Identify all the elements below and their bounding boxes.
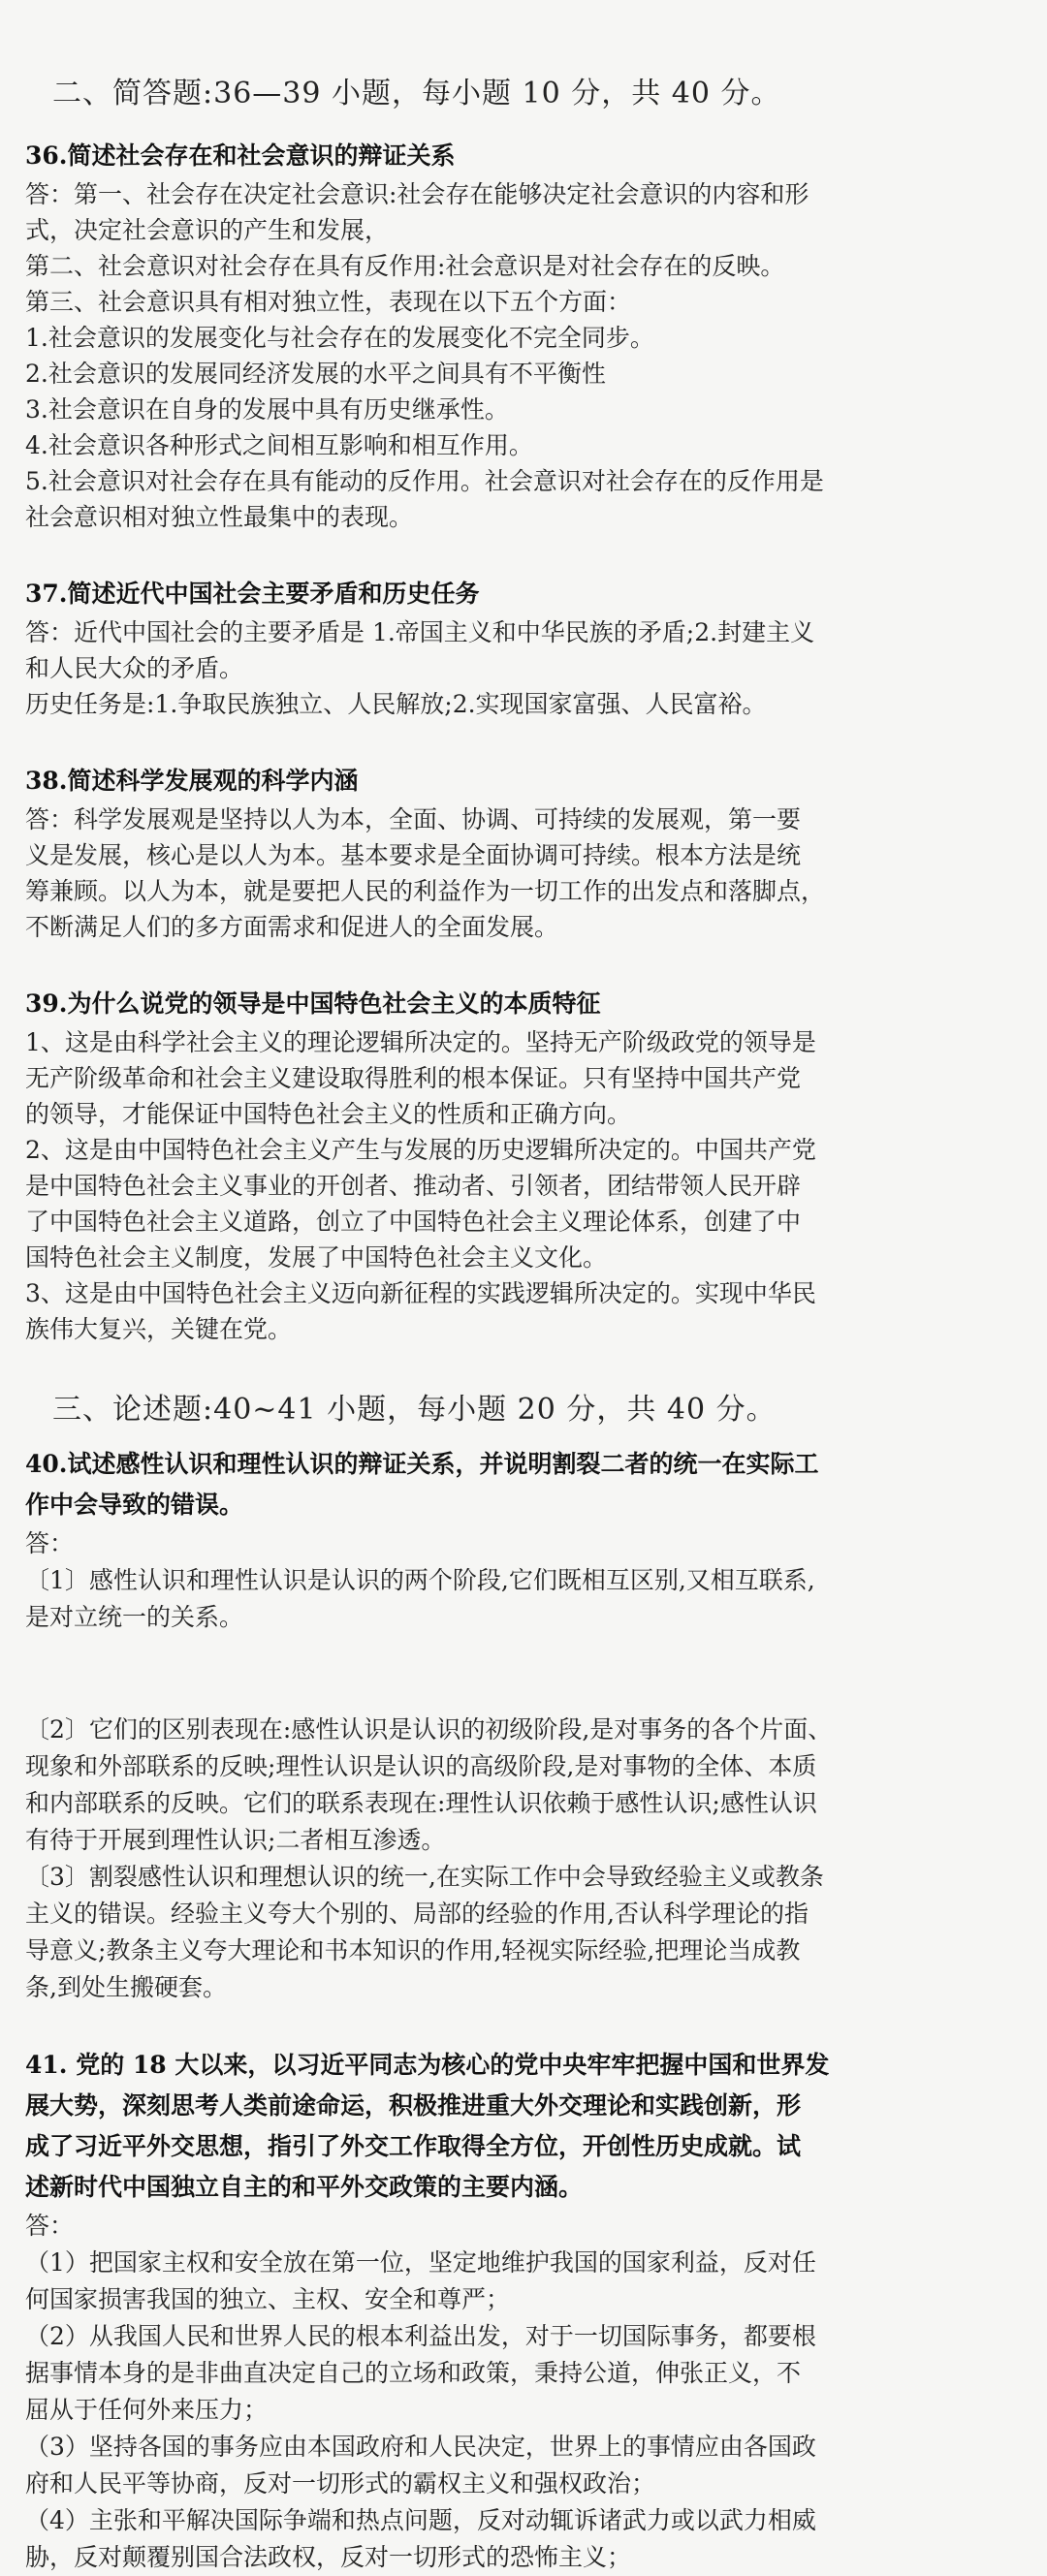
answer-line: 不断满足人们的多方面需求和促进人的全面发展。 — [25, 913, 559, 941]
answer-line: 族伟大复兴，关键在党。 — [25, 1315, 293, 1343]
answer-line: 主义的错误。经验主义夸大个别的、局部的经验的作用,否认科学理论的指 — [25, 1900, 809, 1928]
answer-line: （1）把国家主权和安全放在第一位，坚定地维护我国的国家利益，反对任 — [25, 2248, 816, 2277]
answer-line: 答：科学发展观是坚持以人为本，全面、协调、可持续的发展观，第一要 — [25, 805, 802, 833]
answer-line: 3、这是由中国特色社会主义迈向新征程的实践逻辑所决定的。实现中华民 — [25, 1279, 816, 1307]
answer-line: 胁，反对颠覆别国合法政权，反对一切形式的恐怖主义； — [25, 2543, 632, 2571]
question-40-title: 40.试述感性认识和理性认识的辩证关系，并说明割裂二者的统一在实际工 — [25, 1450, 819, 1478]
answer-line: 答：近代中国社会的主要矛盾是 1.帝国主义和中华民族的矛盾;2.封建主义 — [25, 618, 815, 646]
answer-line: 和人民大众的矛盾。 — [25, 654, 244, 682]
answer-line: 导意义;教条主义夸大理论和书本知识的作用,轻视实际经验,把理论当成教 — [25, 1936, 801, 1964]
question-38-title: 38.简述科学发展观的科学内涵 — [25, 767, 359, 795]
answer-line: （3）坚持各国的事务应由本国政府和人民决定，世界上的事情应由各国政 — [25, 2433, 816, 2461]
answer-line: 答：第一、社会存在决定社会意识:社会存在能够决定社会意识的内容和形 — [25, 180, 809, 208]
question-39 — [25, 984, 1022, 1347]
answer-line: 是中国特色社会主义事业的开创者、推动者、引领者，团结带领人民开辟 — [25, 1172, 802, 1200]
question-41-title: 展大势，深刻思考人类前途命运，积极推进重大外交理论和实践创新，形 — [25, 2091, 802, 2120]
answer-line: 第三、社会意识具有相对独立性，表现在以下五个方面： — [25, 288, 632, 316]
question-41-title: 41. 党的 18 大以来，以习近平同志为核心的党中央牢牢把握中国和世界发 — [25, 2051, 830, 2079]
answer-line: 国特色社会主义制度，发展了中国特色社会主义文化。 — [25, 1243, 608, 1272]
answer-line: 屈从于任何外来压力； — [25, 2396, 269, 2424]
answer-line: 无产阶级革命和社会主义建设取得胜利的根本保证。只有坚持中国共产党 — [25, 1064, 802, 1092]
answer-line: 3.社会意识在自身的发展中具有历史继承性。 — [25, 395, 509, 424]
question-41-title: 述新时代中国独立自主的和平外交政策的主要内涵。 — [25, 2173, 584, 2201]
question-41 — [25, 2045, 1022, 2576]
answer-line: 是对立统一的关系。 — [25, 1603, 244, 1631]
answer-line: 条,到处生搬硬套。 — [25, 1973, 227, 2001]
answer-line: 社会意识相对独立性最集中的表现。 — [25, 503, 414, 531]
question-39-title: 39.为什么说党的领导是中国特色社会主义的本质特征 — [25, 990, 601, 1018]
answer-line: 式，决定社会意识的产生和发展， — [25, 216, 390, 244]
answer-line: 义是发展，核心是以人为本。基本要求是全面协调可持续。根本方法是统 — [25, 841, 802, 869]
answer-line: 5.社会意识对社会存在具有能动的反作用。社会意识对社会存在的反作用是 — [25, 467, 824, 495]
question-38 — [25, 761, 1022, 945]
answer-line: 府和人民平等协商，反对一切形式的霸权主义和强权政治； — [25, 2469, 656, 2497]
answer-line: 历史任务是:1.争取民族独立、人民解放;2.实现国家富强、人民富裕。 — [25, 690, 767, 718]
question-37 — [25, 574, 1022, 722]
answer-line: 现象和外部联系的反映;理性认识是认识的高级阶段,是对事物的全体、本质 — [25, 1752, 817, 1780]
question-41-title: 成了习近平外交思想，指引了外交工作取得全方位，开创性历史成就。试 — [25, 2132, 802, 2160]
answer-line: 4.社会意识各种形式之间相互影响和相互作用。 — [25, 431, 533, 459]
answer-label: 答： — [25, 2212, 75, 2240]
answer-line: 〔1〕感性认识和理性认识是认识的两个阶段,它们既相互区别,又相互联系, — [25, 1566, 815, 1594]
question-36 — [25, 136, 1022, 535]
answer-line: 和内部联系的反映。它们的联系表现在:理性认识依赖于感性认识;感性认识 — [25, 1789, 817, 1817]
answer-line: 〔3〕割裂感性认识和理想认识的统一,在实际工作中会导致经验主义或教条 — [25, 1863, 824, 1891]
answer-line: 何国家损害我国的独立、主权、安全和尊严； — [25, 2285, 511, 2313]
answer-line: 筹兼顾。以人为本，就是要把人民的利益作为一切工作的出发点和落脚点， — [25, 877, 826, 905]
question-36-title: 36.简述社会存在和社会意识的辩证关系 — [25, 141, 456, 170]
question-40-title: 作中会导致的错误。 — [25, 1491, 244, 1519]
answer-line: （4）主张和平解决国际争端和热点问题，反对动辄诉诸武力或以武力相威 — [25, 2506, 816, 2534]
answer-line: 了中国特色社会主义道路，创立了中国特色社会主义理论体系，创建了中 — [25, 1208, 802, 1236]
answer-label: 答： — [25, 1529, 75, 1557]
answer-line: 有待于开展到理性认识;二者相互渗透。 — [25, 1826, 446, 1854]
question-40 — [25, 1444, 1022, 2006]
answer-line: （2）从我国人民和世界人民的根本利益出发，对于一切国际事务，都要根 — [25, 2322, 816, 2350]
section-3-title: 三、论述题:40~41 小题，每小题 20 分，共 40 分。 — [52, 1393, 777, 1427]
answer-line: 2.社会意识的发展同经济发展的水平之间具有不平衡性 — [25, 360, 606, 388]
question-37-title: 37.简述近代中国社会主要矛盾和历史任务 — [25, 580, 480, 608]
answer-line: 的领导，才能保证中国特色社会主义的性质和正确方向。 — [25, 1100, 632, 1128]
answer-line: 〔2〕它们的区别表现在:感性认识是认识的初级阶段,是对事务的各个片面、 — [25, 1715, 833, 1744]
answer-line: 1.社会意识的发展变化与社会存在的发展变化不完全同步。 — [25, 324, 654, 352]
answer-line: 2、这是由中国特色社会主义产生与发展的历史逻辑所决定的。中国共产党 — [25, 1136, 816, 1164]
answer-line: 第二、社会意识对社会存在具有反作用:社会意识是对社会存在的反映。 — [25, 252, 785, 280]
section-2-title: 二、简答题:36—39 小题，每小题 10 分，共 40 分。 — [52, 77, 781, 110]
answer-line: 据事情本身的是非曲直决定自己的立场和政策，秉持公道，伸张正义，不 — [25, 2359, 802, 2387]
answer-line: 1、这是由科学社会主义的理论逻辑所决定的。坚持无产阶级政党的领导是 — [25, 1028, 816, 1056]
